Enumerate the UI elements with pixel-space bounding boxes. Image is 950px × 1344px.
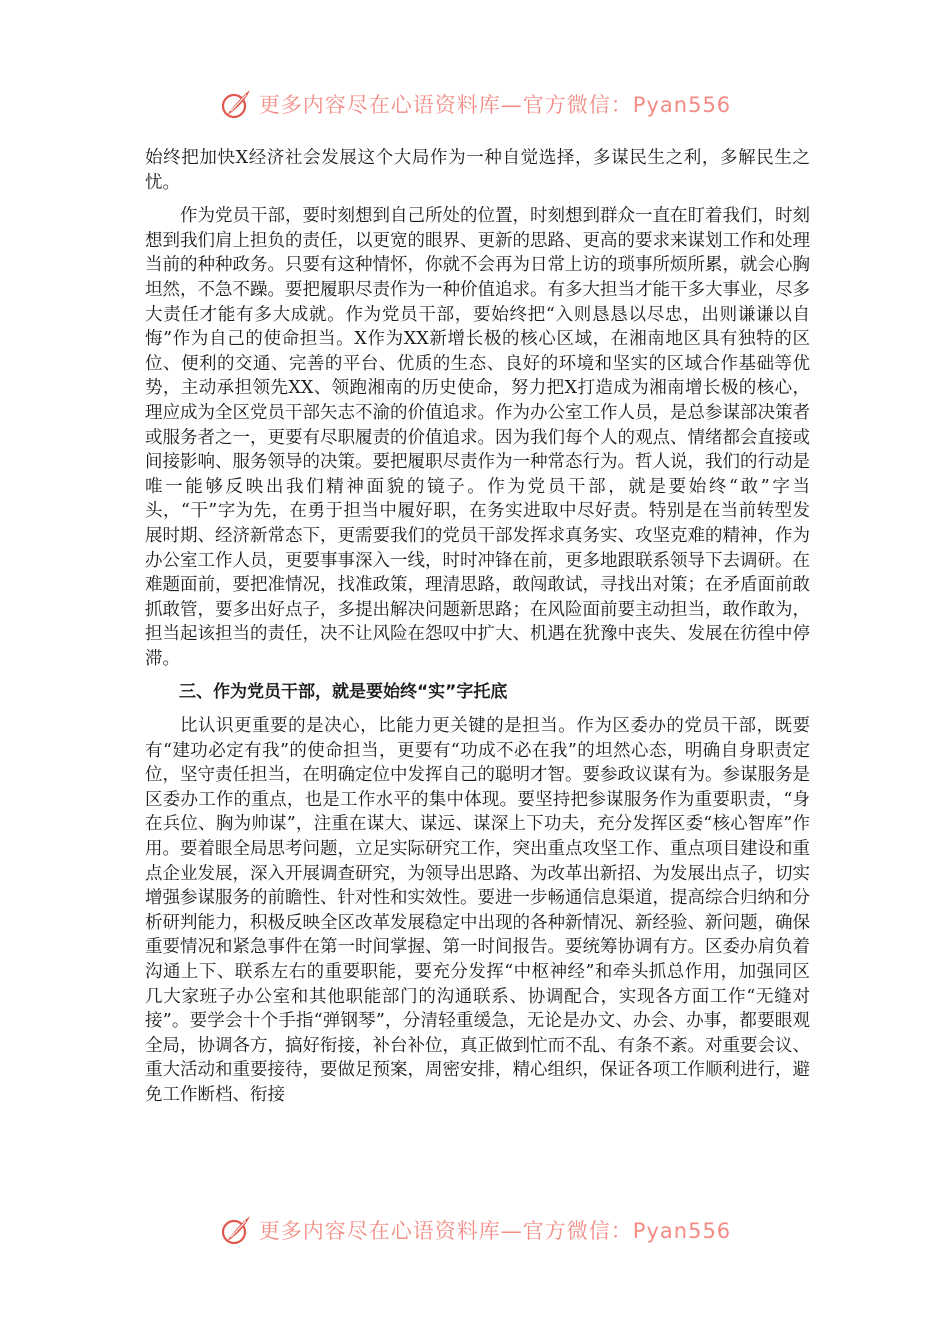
feather-pen-logo-icon [219, 87, 253, 121]
footer-banner-text: 更多内容尽在心语资料库—官方微信：Pyan556 [258, 1219, 732, 1243]
feather-pen-logo-icon [219, 1213, 253, 1247]
paragraph-3: 比认识更重要的是决心，比能力更关键的是担当。作为区委办的党员干部，既要有“建功必定有我”的使命担当，更要有“功成不必在我”的坦然心态，明确自身职责定位，坚守责任担当，在明确定位中发挥自己的聪明才智。要参政议谋有为。参谋服务是区委办工作的重点，也是工作水平的集中体现。要坚持把参谋服务作为重要职责，“身在兵位、胸为帅谋”，注重在谋大、谋远、谋深上下功夫，充分发挥区委“核心智库”作用。要着眼全局思考问题，立足实际研究工作，突出重点攻坚工作、重点项目建设和重点企业发展，深入开展调查研究，为领导出思路、为改革出新招、为发展出点子，切实增强参谋服务的前瞻性、针对性和实效性。要进一步畅通信息渠道，提高综合归纳和分析研判能力，积极反映全区改革发展稳定中出现的各种新情况、新经验、新问题，确保重要情况和紧急事件在第一时间掌握、第一时间报告。要统筹协调有方。区委办肩负着沟通上下、联系左右的重要职能，要充分发挥“中枢神经”和牵头抓总作用，加强同区几大家班子办公室和其他职能部门的沟通联系、协调配合，实现各方面工作“无缝对接”。要学会十个手指“弹钢琴”，分清轻重缓急，无论是办文、办会、办事，都要眼观全局，协调各方，搞好衔接，补台补位，真正做到忙而不乱、有条不紊。对重要会议、重大活动和重要接待，要做足预案，周密安排，精心组织，保证各项工作顺利进行，避免工作断档、衔接 [145, 716, 810, 1105]
footer-banner [0, 1208, 950, 1252]
section-heading: 三、作为党员干部，就是要始终“实”字托底 [179, 682, 508, 703]
document-body [145, 146, 810, 1108]
paragraph-2: 作为党员干部，要时刻想到自己所处的位置，时刻想到群众一直在盯着我们，时刻想到我们肩上担负的责任，以更宽的眼界、更新的思路、更高的要求来谋划工作和处理当前的种种政务。只要有这种情怀，你就不会再为日常上访的琐事所烦所累，就会心胸坦然，不急不躁。要把履职尽责作为一种价值追求。有多大担当才能干多大事业，尽多大责任才能有多大成就。作为党员干部，要始终把“入则恳恳以尽忠，出则谦谦以自悔”作为自己的使命担当。X作为XX新增长极的核心区域，在湘南地区具有独特的区位、便利的交通、完善的平台、优质的生态、良好的环境和坚实的区域合作基础等优势，主动承担领先XX、领跑湘南的历史使命，努力把X打造成为湘南增长极的核心，理应成为全区党员干部矢志不渝的价值追求。作为办公室工作人员，是总参谋部决策者或服务者之一，更要有尽职履责的价值追求。因为我们每个人的观点、情绪都会直接或间接影响、服务领导的决策。要把履职尽责作为一种常态行为。哲人说，我们的行动是唯一能够反映出我们精神面貌的镜子。作为党员干部，就是要始终“敢”字当头，“干”字为先，在勇于担当中履好职，在务实进取中尽好责。特别是在当前转型发展时期、经济新常态下，更需要我们的党员干部发挥求真务实、攻坚克难的精神，作为办公室工作人员，更要事事深入一线，时时冲锋在前，更多地跟联系领导下去调研。在难题面前，要把准情况，找准政策，理清思路，敢闯敢试，寻找出对策；在矛盾面前敢抓敢管，要多出好点子，多提出解决问题新思路；在风险面前要主动担当，敢作敢为，担当起该担当的责任，决不让风险在怨叹中扩大、机遇在犹豫中丧失、发展在彷徨中停滞。 [145, 206, 810, 669]
header-banner [0, 82, 950, 126]
header-banner-text: 更多内容尽在心语资料库—官方微信：Pyan556 [258, 93, 732, 117]
paragraph-1: 始终把加快X经济社会发展这个大局作为一种自觉选择，多谋民生之利，多解民生之忧。 [145, 148, 810, 193]
